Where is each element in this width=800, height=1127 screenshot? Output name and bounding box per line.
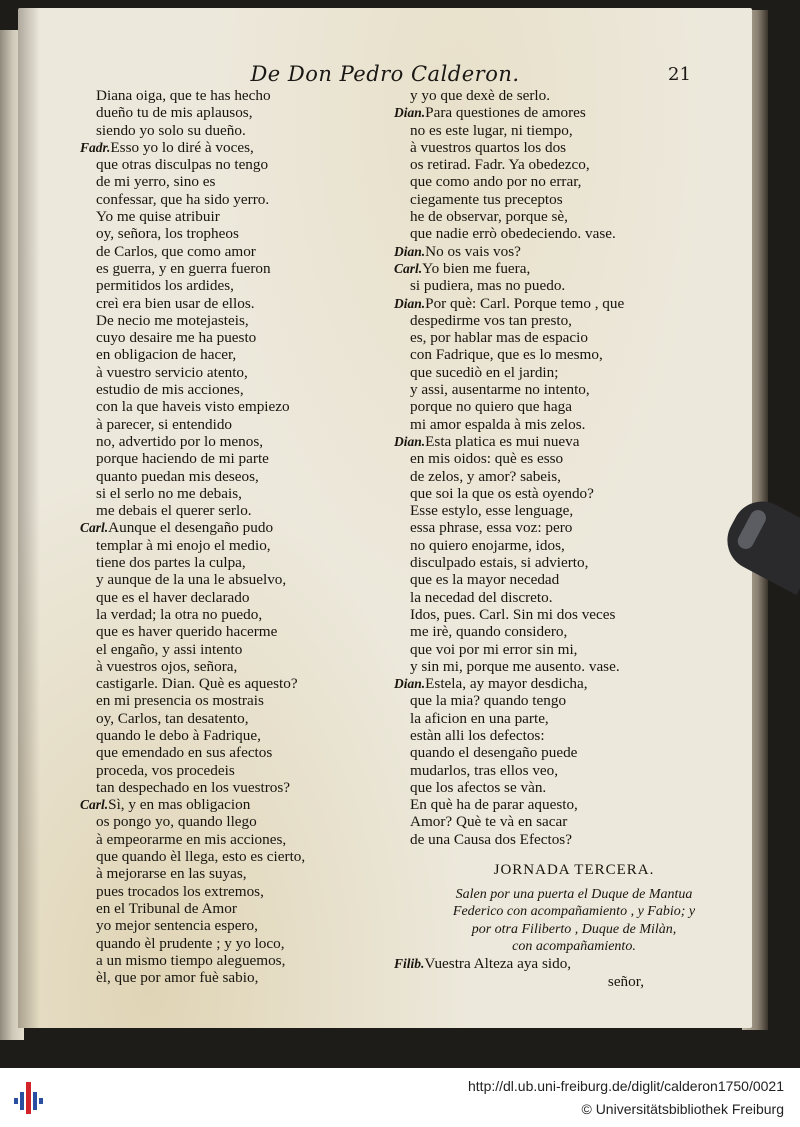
text-line: [80, 848, 410, 865]
act-heading: JORNADA TERCERA.: [493, 862, 655, 879]
verse-text: mudarlos, tras ellos veo,: [410, 761, 559, 779]
text-line: [80, 139, 410, 156]
text-line: [394, 554, 754, 571]
text-line: [80, 917, 410, 934]
verse-text: de mi yerro, sino es: [96, 173, 216, 191]
verse-text: pues trocados los extremos,: [96, 882, 264, 900]
text-line: [394, 277, 754, 294]
text-line: [80, 519, 410, 536]
text-line: [80, 744, 410, 761]
verse-text: à parecer, si entendido: [96, 415, 233, 433]
verse-text: tiene dos partes la culpa,: [96, 554, 246, 572]
verse-text: la verdad; la otra no puedo,: [96, 605, 263, 623]
verse-text: que los afectos se vàn.: [410, 778, 547, 796]
text-line: [80, 658, 410, 675]
verse-text: Diana oiga, que te has hecho: [96, 87, 271, 104]
stage-direction: [394, 886, 754, 955]
text-line: [80, 87, 410, 104]
verse-text: creì era bien usar de ellos.: [96, 294, 255, 312]
text-line: [394, 122, 754, 139]
text-line: [394, 779, 754, 796]
text-line: [394, 675, 754, 692]
verse-text: que voi por mi error sin mi,: [410, 640, 578, 658]
text-line: [80, 364, 410, 381]
verse-text: Para questiones de amores: [425, 104, 586, 122]
verse-text: dueño tu de mis aplausos,: [96, 104, 253, 122]
text-line: [394, 208, 754, 225]
verse-text: Por què: Carl. Porque temo , que: [425, 294, 625, 312]
verse-text: con Fadrique, que es lo mesmo,: [410, 346, 603, 364]
verse-text: os pongo yo, quando llego: [96, 813, 257, 831]
verse-text: confessar, que ha sido yerro.: [96, 190, 270, 208]
text-line: [80, 329, 410, 346]
text-line: [394, 156, 754, 173]
verse-text: èl, que por amor fuè sabio,: [96, 969, 259, 987]
verse-text: a un mismo tiempo aleguemos,: [96, 951, 286, 969]
stage-direction-line: Federico con acompañamiento , y Fabio; y: [452, 904, 696, 920]
speaker-label: Dian.: [394, 676, 426, 692]
text-line: [394, 225, 754, 242]
verse-text: en mis oidos: què es esso: [410, 450, 564, 468]
verse-text: permitidos los ardides,: [96, 277, 234, 295]
text-line: [394, 416, 754, 433]
verse-text: que soi la que os està oyendo?: [410, 484, 594, 502]
verse-text: que sucediò en el jardin;: [410, 363, 559, 381]
text-line: [394, 606, 754, 623]
stage-direction-line: por otra Filiberto , Duque de Milàn,: [471, 921, 677, 937]
text-line: [80, 122, 410, 139]
verse-text: Idos, pues. Carl. Sin mi dos veces: [410, 605, 616, 623]
text-line: [394, 329, 754, 346]
verse-text: que es el haver declarado: [96, 588, 250, 606]
ub-freiburg-logo-icon: [10, 1078, 50, 1118]
verse-text: y assi, ausentarme no intento,: [410, 381, 590, 399]
text-line: [80, 381, 410, 398]
text-line: [394, 450, 754, 467]
verse-text: he de observar, porque sè,: [410, 208, 568, 226]
verse-text: si pudiera, mas no puedo.: [410, 277, 566, 295]
verse-text: el engaño, y assi intento: [96, 640, 243, 658]
verse-text: y aunque de la una le absuelvo,: [96, 571, 287, 589]
text-line: [394, 762, 754, 779]
running-title: De Don Pedro Calderon.: [250, 62, 520, 86]
text-line: [80, 813, 410, 830]
text-line: [80, 623, 410, 640]
verse-text: quando le debo à Fadrique,: [96, 726, 261, 744]
verse-text: Amor? Què te và en sacar: [410, 813, 568, 831]
text-line: [80, 104, 410, 121]
verse-text: à vuestro servicio atento,: [96, 363, 248, 381]
text-line: [80, 468, 410, 485]
right-column-dialogue-after: [394, 955, 754, 972]
verse-text: quanto puedan mis deseos,: [96, 467, 259, 485]
verse-text: que como ando por no errar,: [410, 173, 582, 191]
speaker-label: Filib.: [394, 956, 425, 972]
text-line: [80, 952, 410, 969]
text-line: [80, 243, 410, 260]
verse-text: ciegamente tus preceptos: [410, 190, 563, 208]
text-line: [80, 502, 410, 519]
verse-text: si el serlo no me debais,: [96, 484, 242, 502]
text-line: [80, 416, 410, 433]
verse-text: que es haver querido hacerme: [96, 623, 278, 641]
text-line: [80, 831, 410, 848]
catchword: señor,: [607, 972, 644, 990]
text-line: [394, 295, 754, 312]
left-text-column: [80, 87, 410, 986]
text-line: [394, 589, 754, 606]
speaker-label: Dian.: [394, 105, 426, 121]
text-line: [394, 346, 754, 363]
text-line: [80, 537, 410, 554]
copyright-text: © Universitätsbibliothek Freiburg: [581, 1101, 784, 1117]
verse-text: No os vais vos?: [425, 242, 521, 260]
verse-text: Sì, y en mas obligacion: [108, 796, 251, 814]
text-line: [394, 87, 754, 104]
text-line: [80, 589, 410, 606]
verse-text: que es la mayor necedad: [410, 571, 560, 589]
verse-text: Vuestra Alteza aya sido,: [424, 955, 572, 973]
text-line: [394, 571, 754, 588]
text-line: [80, 641, 410, 658]
text-line: [394, 260, 754, 277]
verse-text: que emendado en sus afectos: [96, 744, 273, 762]
text-line: [80, 675, 410, 692]
verse-text: me debais el querer serlo.: [96, 502, 252, 520]
text-line: [394, 139, 754, 156]
footer-bar: [0, 1068, 800, 1127]
verse-text: Esse estylo, esse lenguage,: [410, 502, 574, 520]
right-column-dialogue: [394, 87, 754, 848]
text-line: [80, 900, 410, 917]
right-text-column: [394, 87, 754, 990]
text-line: [394, 243, 754, 260]
verse-text: no quiero enojarme, idos,: [410, 536, 565, 554]
source-url-link[interactable]: http://dl.ub.uni-freiburg.de/diglit/calderon1750/0021: [468, 1078, 784, 1094]
verse-text: En què ha de parar aquesto,: [410, 796, 578, 814]
text-line: [394, 537, 754, 554]
text-line: [394, 398, 754, 415]
text-line: [394, 519, 754, 536]
text-line: [394, 658, 754, 675]
text-line: [394, 641, 754, 658]
verse-text: que otras disculpas no tengo: [96, 156, 269, 174]
gutter-shadow: [18, 8, 40, 1028]
verse-text: yo mejor sentencia espero,: [96, 917, 258, 935]
speaker-label: Fadr.: [80, 139, 111, 155]
verse-text: que la mia? quando tengo: [410, 692, 567, 710]
verse-text: y sin mi, porque me ausento. vase.: [410, 657, 620, 675]
verse-text: siendo yo solo su dueño.: [96, 121, 246, 139]
verse-text: proceda, vos procedeis: [96, 761, 235, 779]
verse-text: Aunque el desengaño pudo: [108, 519, 274, 537]
text-line: [80, 935, 410, 952]
verse-text: Esso yo lo diré à voces,: [110, 138, 254, 156]
text-line: [394, 710, 754, 727]
text-line: [80, 796, 410, 813]
speaker-label: Dian.: [394, 295, 426, 311]
stage-direction-line: Salen por una puerta el Duque de Mantua: [455, 887, 693, 903]
verse-text: Estela, ay mayor desdicha,: [425, 675, 588, 693]
verse-text: oy, Carlos, tan desatento,: [96, 709, 249, 727]
speaker-label: Carl.: [80, 797, 109, 813]
text-line: [80, 450, 410, 467]
verse-text: à mejorarse en las suyas,: [96, 865, 247, 883]
verse-text: porque no quiero que haga: [410, 398, 572, 416]
verse-text: castigarle. Dian. Què es aquesto?: [96, 675, 298, 693]
text-line: [394, 381, 754, 398]
text-line: [80, 762, 410, 779]
text-line: [394, 692, 754, 709]
verse-text: Esta platica es mui nueva: [425, 432, 580, 450]
verse-text: Yo me quise atribuir: [96, 208, 220, 226]
text-line: [80, 727, 410, 744]
speaker-label: Carl.: [80, 520, 109, 536]
verse-text: De necio me motejasteis,: [96, 311, 249, 329]
text-line: [394, 502, 754, 519]
text-line: [80, 485, 410, 502]
verse-text: estudio de mis acciones,: [96, 381, 244, 399]
verse-text: mi amor espalda à mis zelos.: [410, 415, 586, 433]
book-page: [18, 8, 752, 1028]
verse-text: à empeorarme en mis acciones,: [96, 830, 287, 848]
text-line: [394, 485, 754, 502]
text-line: [80, 398, 410, 415]
text-line: [80, 433, 410, 450]
text-line: [80, 571, 410, 588]
text-line: [80, 191, 410, 208]
verse-text: disculpado estais, si advierto,: [410, 554, 589, 572]
verse-text: en el Tribunal de Amor: [96, 899, 237, 917]
verse-text: de zelos, y amor? sabeis,: [410, 467, 561, 485]
text-line: [80, 225, 410, 242]
text-line: [394, 796, 754, 813]
verse-text: essa phrase, essa voz: pero: [410, 519, 573, 537]
text-line: [394, 191, 754, 208]
text-line: [80, 260, 410, 277]
text-line: [394, 813, 754, 830]
text-line: [80, 865, 410, 882]
verse-text: templar à mi enojo el medio,: [96, 536, 271, 554]
verse-text: os retirad. Fadr. Ya obedezco,: [410, 156, 590, 174]
text-line: [80, 969, 410, 986]
verse-text: de Carlos, que como amor: [96, 242, 256, 260]
verse-text: con la que haveis visto empiezo: [96, 398, 290, 416]
text-line: [394, 312, 754, 329]
verse-text: à vuestros ojos, señora,: [96, 657, 238, 675]
text-line: [80, 554, 410, 571]
text-line: [80, 346, 410, 363]
page-number: 21: [668, 64, 691, 85]
text-line: [394, 831, 754, 848]
verse-text: en mi presencia os mostrais: [96, 692, 264, 710]
text-line: [80, 779, 410, 796]
verse-text: que quando èl llega, esto es cierto,: [96, 848, 306, 866]
text-line: [394, 468, 754, 485]
text-line: [80, 156, 410, 173]
verse-text: me irè, quando considero,: [410, 623, 568, 641]
speaker-label: Dian.: [394, 243, 426, 259]
verse-text: Yo bien me fuera,: [422, 259, 531, 277]
text-line: [394, 173, 754, 190]
text-line: [80, 173, 410, 190]
verse-text: à vuestros quartos los dos: [410, 138, 567, 156]
verse-text: es, por hablar mas de espacio: [410, 329, 588, 347]
text-line: [80, 606, 410, 623]
text-line: [80, 295, 410, 312]
verse-text: porque haciendo de mi parte: [96, 450, 269, 468]
stage-direction-line: con acompañamiento.: [512, 938, 636, 954]
verse-text: quando èl prudente ; y yo loco,: [96, 934, 285, 952]
text-line: [394, 433, 754, 450]
verse-text: en obligacion de hacer,: [96, 346, 237, 364]
verse-text: quando el desengaño puede: [410, 744, 578, 762]
text-line: [80, 883, 410, 900]
text-line: [394, 744, 754, 761]
text-line: [394, 955, 754, 972]
text-line: [394, 104, 754, 121]
verse-text: no, advertido por lo menos,: [96, 432, 264, 450]
verse-text: estàn alli los defectos:: [410, 726, 545, 744]
verse-text: y yo que dexè de serlo.: [410, 87, 551, 104]
text-line: [80, 312, 410, 329]
text-line: [394, 364, 754, 381]
verse-text: oy, señora, los tropheos: [96, 225, 239, 243]
text-line: [394, 727, 754, 744]
verse-text: despedirme vos tan presto,: [410, 311, 572, 329]
text-line: [394, 623, 754, 640]
text-line: [80, 208, 410, 225]
text-line: [80, 692, 410, 709]
text-line: [80, 710, 410, 727]
speaker-label: Dian.: [394, 433, 426, 449]
verse-text: la necedad del discreto.: [410, 588, 553, 606]
verse-text: tan despechado en los vuestros?: [96, 778, 291, 796]
verse-text: cuyo desaire me ha puesto: [96, 329, 257, 347]
text-line: [80, 277, 410, 294]
verse-text: de una Causa dos Efectos?: [410, 830, 572, 848]
verse-text: es guerra, y en guerra fueron: [96, 259, 271, 277]
verse-text: que nadie errò obedeciendo. vase.: [410, 225, 616, 243]
verse-text: la aficion en una parte,: [410, 709, 549, 727]
speaker-label: Carl.: [394, 260, 423, 276]
verse-text: no es este lugar, ni tiempo,: [410, 121, 573, 139]
